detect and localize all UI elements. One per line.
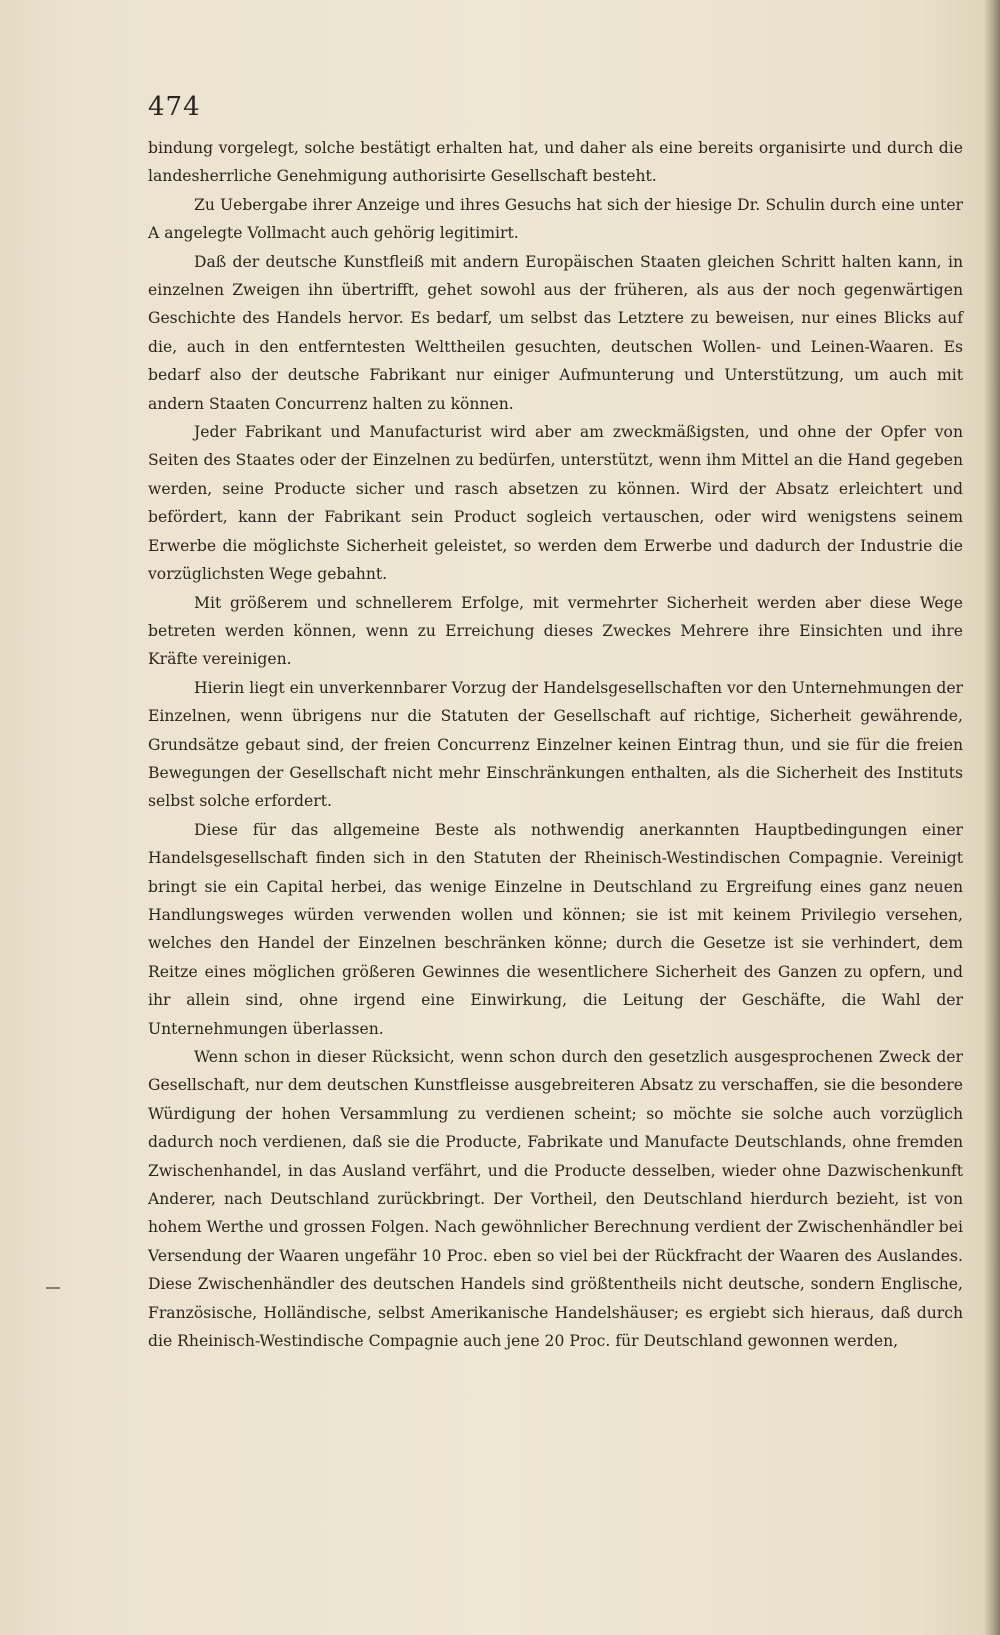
paragraph: Hierin liegt ein unverkennbarer Vorzug der Handelsgesellschaften vor den Unternehmungen der Einzelnen, wenn übrigens nur die Statuten der Gesellschaft auf richtige, Sicherheit gewährende, Grundsätze gebaut sind, der freien Concurrenz Einzelner keinen Eintrag thun, und sie für die freien Bewegungen der Gesellschaft nicht mehr Einschränkungen enthalten, als die Sicherheit des Instituts selbst solche erfordert. [148, 678, 963, 811]
body-text [148, 134, 963, 1355]
paragraph: Jeder Fabrikant und Manufacturist wird aber am zweckmäßigsten, und ohne der Opfer von Seiten des Staates oder der Einzelnen zu bedürfen, unterstützt, wenn ihm Mittel an die Hand gegeben werden, seine Producte sicher und rasch absetzen zu können. Wird der Absatz erleichtert und befördert, kann der Fabrikant sein Product sogleich vertauschen, oder wird wenigstens seinem Erwerbe die möglichste Sicherheit geleistet, so werden dem Erwerbe und dadurch der Industrie die vorzüglichsten Wege gebahnt. [148, 423, 963, 584]
paragraph-continuation: bindung vorgelegt, solche bestätigt erhalten hat, und daher als eine bereits organisirte und durch die landesherrliche Genehmigung authorisirte Gesellschaft besteht. [148, 139, 963, 186]
page-number: 474 [148, 92, 201, 122]
paragraph: Diese für das allgemeine Beste als nothwendig anerkannten Hauptbedingungen einer Handelsgesellschaft finden sich in den Statuten der Rheinisch-Westindischen Compagnie. Vereinigt bringt sie ein Capital herbei, das wenige Einzelne in Deutschland zu Ergreifung eines ganz neuen Handlungsweges würden verwenden wollen und können; sie ist mit keinem Privilegio versehen, welches den Handel der Einzelnen beschränken könne; durch die Gesetze ist sie verhindert, dem Reitze eines möglichen größeren Gewinnes die wesentlichere Sicherheit des Ganzen zu opfern, und ihr allein sind, ohne irgend eine Einwirkung, die Leitung der Geschäfte, die Wahl der Unternehmungen überlassen. [148, 820, 963, 1038]
margin-mark [46, 1287, 60, 1289]
paragraph: Daß der deutsche Kunstfleiß mit andern Europäischen Staaten gleichen Schritt halten kann, in einzelnen Zweigen ihn übertrifft, gehet sowohl aus der früheren, als aus der noch gegenwärtigen Geschichte des Handels hervor. Es bedarf, um selbst das Letztere zu beweisen, nur eines Blicks auf die, auch in den entferntesten Welttheilen gesuchten, deutschen Wollen- und Leinen-Waaren. Es bedarf also der deutsche Fabrikant nur einiger Aufmunterung und Unterstützung, um auch mit andern Staaten Concurrenz halten zu können. [148, 252, 963, 413]
paragraph: Zu Uebergabe ihrer Anzeige und ihres Gesuchs hat sich der hiesige Dr. Schulin durch eine unter A angelegte Vollmacht auch gehörig legitimirt. [148, 195, 963, 243]
paragraph: Mit größerem und schnellerem Erfolge, mit vermehrter Sicherheit werden aber diese Wege betreten werden können, wenn zu Erreichung dieses Zweckes Mehrere ihre Einsichten und ihre Kräfte vereinigen. [148, 593, 963, 669]
page-edge-shadow [984, 0, 1000, 1635]
paragraph: Wenn schon in dieser Rücksicht, wenn schon durch den gesetzlich ausgesprochenen Zweck der Gesellschaft, nur dem deutschen Kunstfleisse ausgebreiteren Absatz zu verschaffen, sie die besondere Würdigung der hohen Versammlung zu verdienen scheint; so möchte sie solche auch vorzüglich dadurch noch verdienen, daß sie die Producte, Fabrikate und Manufacte Deutschlands, ohne fremden Zwischenhandel, in das Ausland verfährt, und die Producte desselben, wieder ohne Dazwischenkunft Anderer, nach Deutschland zurückbringt. Der Vortheil, den Deutschland hierdurch bezieht, ist von hohem Werthe und grossen Folgen. Nach gewöhnlicher Berechnung verdient der Zwischenhändler bei Versendung der Waaren ungefähr 10 Proc. eben so viel bei der Rückfracht der Waaren des Auslandes. Diese Zwischenhändler des deutschen Handels sind größtentheils nicht deutsche, sondern Englische, Französische, Holländische, selbst Amerikanische Handelshäuser; es ergiebt sich hieraus, daß durch die Rheinisch-Westindische Compagnie auch jene 20 Proc. für Deutschland gewonnen werden, [148, 1048, 963, 1351]
